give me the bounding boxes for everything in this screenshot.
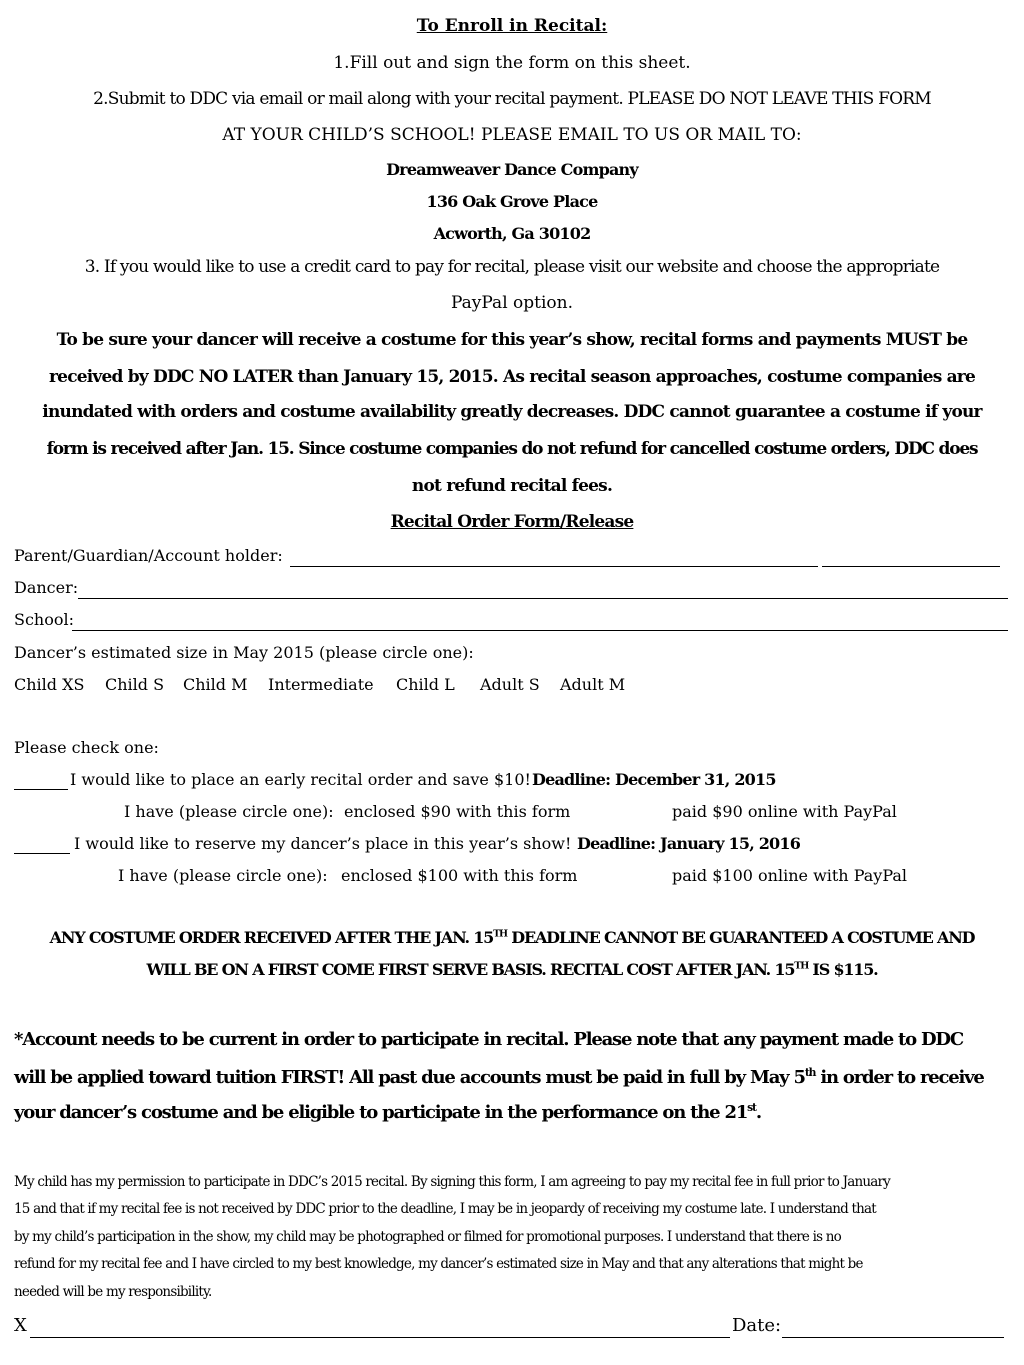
- signature-line[interactable]: [30, 1337, 730, 1338]
- release-line-2: 15 and that if my recital fee is not received by DDC prior to the deadline, I may be in jeopardy of receiving my costume late. I understand that: [14, 1201, 876, 1217]
- warning-line-1: ANY COSTUME ORDER RECEIVED AFTER THE JAN. 15TH DEADLINE CANNOT BE GUARANTEED A COSTUME AND: [49, 928, 975, 947]
- notice-line-1: To be sure your dancer will receive a costume for this year’s show, recital forms and payments MUST be: [56, 330, 968, 350]
- parent-field-line[interactable]: [290, 566, 818, 567]
- notice-line-5: not refund recital fees.: [411, 476, 613, 496]
- release-line-1: My child has my permission to participate in DDC’s 2015 recital. By signing this form, I am agreeing to pay my recital fee in full prior to January: [14, 1174, 890, 1190]
- size-option-adult-m[interactable]: Adult M: [560, 675, 626, 694]
- option-1-text: I would like to place an early recital order and save $10!: [70, 770, 531, 789]
- account-line-3: your dancer’s costume and be eligible to participate in the performance on the 21st.: [14, 1101, 761, 1123]
- option-2-text: I would like to reserve my dancer’s place in this year’s show!: [74, 834, 572, 853]
- parent-phone-field-line[interactable]: [822, 566, 1000, 567]
- size-option-child-xs[interactable]: Child XS: [14, 675, 85, 694]
- notice-line-3: inundated with orders and costume availability greatly decreases. DDC cannot guarantee a costume if your: [42, 402, 982, 422]
- account-line-2: will be applied toward tuition FIRST! All past due accounts must be paid in full by May 5th in order to receive: [14, 1066, 984, 1088]
- enroll-step-1: 1.Fill out and sign the form on this sheet.: [333, 53, 691, 73]
- account-line-1: *Account needs to be current in order to participate in recital. Please note that any payment made to DDC: [14, 1029, 963, 1050]
- enroll-step-3-line-2: PayPal option.: [450, 293, 574, 313]
- release-line-4: refund for my recital fee and I have circled to my best knowledge, my dancer’s estimated size in May and that any alterations that might be: [14, 1256, 863, 1272]
- school-field-line[interactable]: [72, 630, 1008, 631]
- school-field-label: School:: [14, 610, 74, 629]
- option-2-choice-enclosed[interactable]: enclosed $100 with this form: [341, 866, 578, 885]
- size-option-intermediate[interactable]: Intermediate: [268, 675, 374, 694]
- check-prompt: Please check one:: [14, 738, 159, 757]
- dancer-field-line[interactable]: [78, 598, 1008, 599]
- address-company-name: Dreamweaver Dance Company: [386, 160, 638, 179]
- enroll-step-3-line-1: 3. If you would like to use a credit card to pay for recital, please visit our website and choose the appropriate: [84, 257, 940, 277]
- enroll-step-2-line-2: AT YOUR CHILD’S SCHOOL! PLEASE EMAIL TO US OR MAIL TO:: [222, 125, 802, 145]
- enroll-step-2-line-1: 2.Submit to DDC via email or mail along with your recital payment. PLEASE DO NOT LEAVE THIS FORM: [93, 89, 931, 109]
- notice-line-4: form is received after Jan. 15. Since costume companies do not refund for cancelled costume orders, DDC does: [46, 439, 978, 459]
- size-option-child-m[interactable]: Child M: [183, 675, 248, 694]
- option-2-checkbox-line[interactable]: [14, 853, 70, 854]
- signature-x-label: X: [14, 1315, 27, 1336]
- date-line[interactable]: [782, 1337, 1004, 1338]
- warning-line-2: WILL BE ON A FIRST COME FIRST SERVE BASIS. RECITAL COST AFTER JAN. 15TH IS $115.: [146, 960, 878, 979]
- option-1-circle-label: I have (please circle one):: [124, 802, 334, 821]
- date-label: Date:: [732, 1315, 782, 1336]
- address-city: Acworth, Ga 30102: [433, 224, 591, 243]
- option-1-deadline: Deadline: December 31, 2015: [532, 770, 776, 789]
- option-1-choice-enclosed[interactable]: enclosed $90 with this form: [344, 802, 571, 821]
- option-2-choice-paypal[interactable]: paid $100 online with PayPal: [672, 866, 908, 885]
- address-street: 136 Oak Grove Place: [426, 192, 598, 211]
- release-line-5: needed will be my responsibility.: [14, 1284, 212, 1300]
- option-2-circle-label: I have (please circle one):: [118, 866, 328, 885]
- enroll-heading: To Enroll in Recital:: [416, 16, 608, 36]
- size-option-adult-s[interactable]: Adult S: [480, 675, 540, 694]
- option-2-deadline: Deadline: January 15, 2016: [577, 834, 801, 853]
- size-prompt: Dancer’s estimated size in May 2015 (please circle one):: [14, 643, 474, 662]
- dancer-field-label: Dancer:: [14, 578, 79, 597]
- form-title: Recital Order Form/Release: [390, 512, 634, 532]
- option-1-checkbox-line[interactable]: [14, 789, 68, 790]
- option-1-choice-paypal[interactable]: paid $90 online with PayPal: [672, 802, 897, 821]
- parent-field-label: Parent/Guardian/Account holder:: [14, 546, 283, 565]
- size-option-child-s[interactable]: Child S: [105, 675, 165, 694]
- notice-line-2: received by DDC NO LATER than January 15, 2015. As recital season approaches, costume companies are: [49, 367, 975, 387]
- size-option-child-l[interactable]: Child L: [396, 675, 455, 694]
- release-line-3: by my child’s participation in the show, my child may be photographed or filmed for promotional purposes. I understand that there is no: [14, 1229, 841, 1245]
